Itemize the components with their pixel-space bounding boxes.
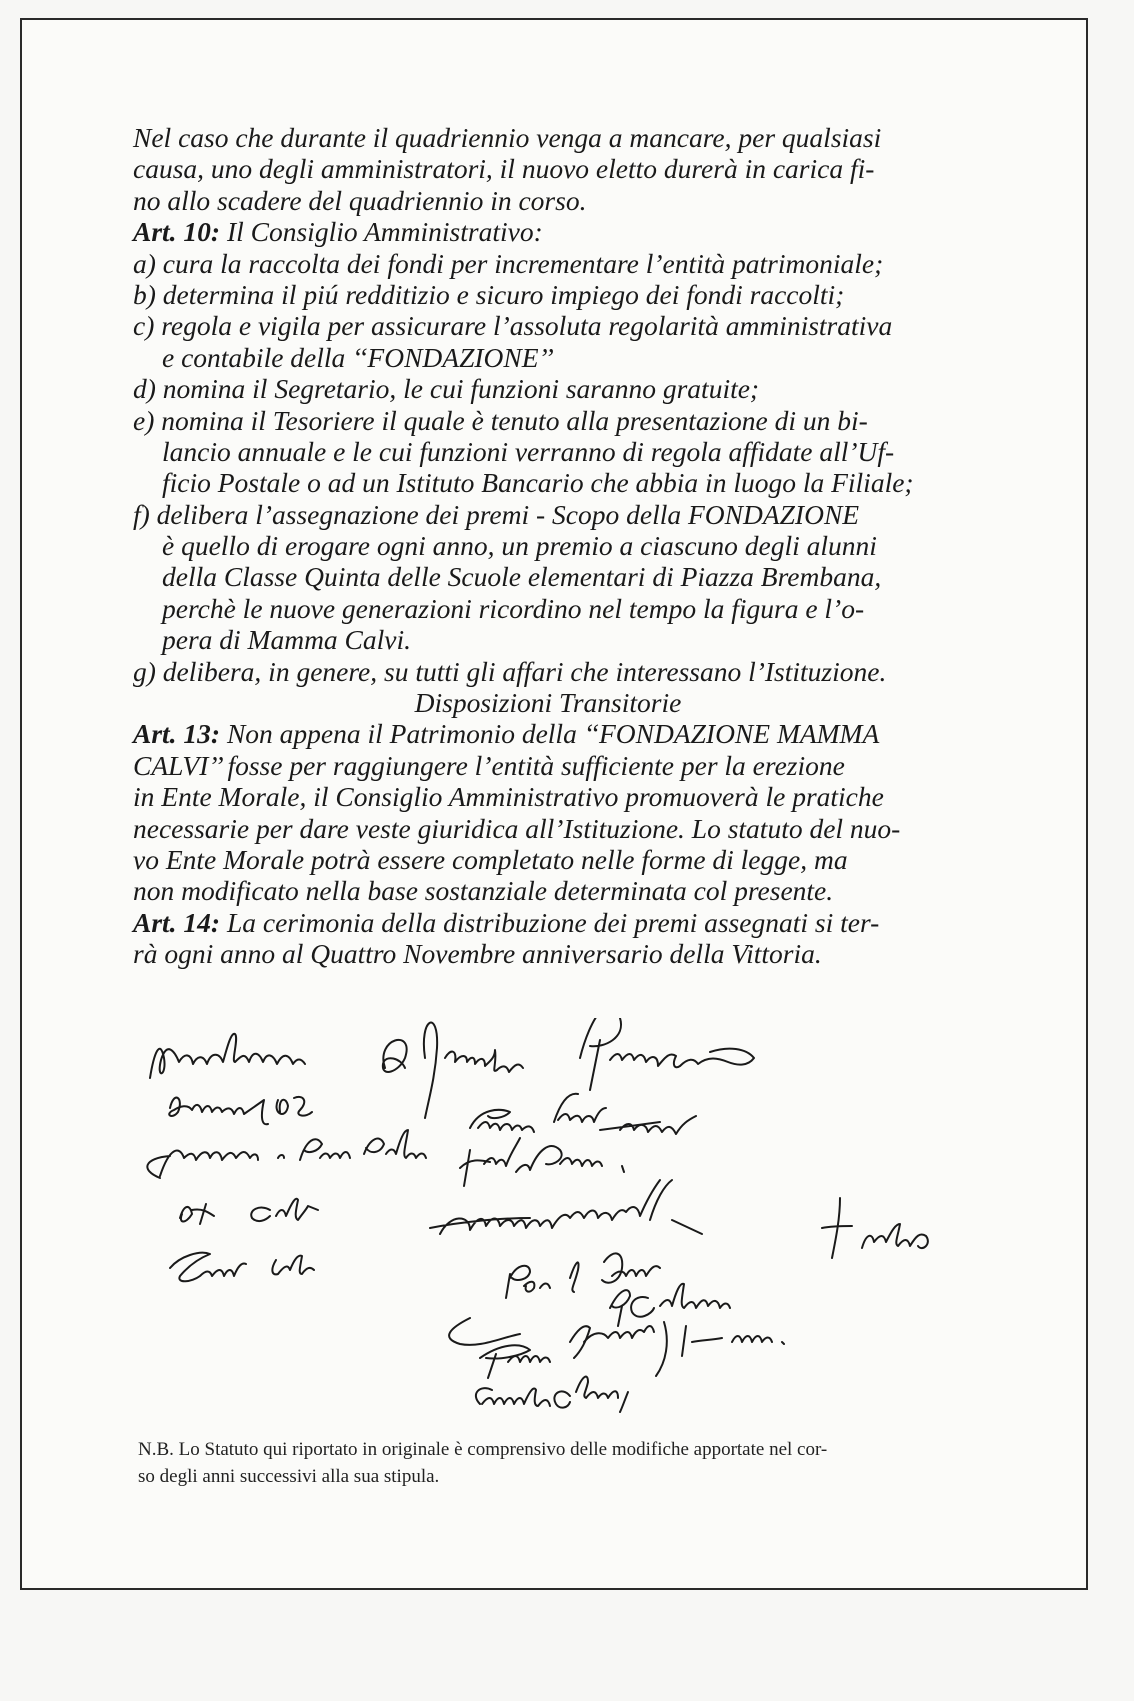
- statute-line: a) cura la raccolta dei fondi per incrementare l’entità patrimoniale;: [133, 247, 884, 279]
- statute-line: necessarie per dare veste giuridica all’Istituzione. Lo statuto del nuo-: [133, 812, 901, 844]
- handwritten-signatures: [140, 1018, 1020, 1438]
- statute-line: Non appena il Patrimonio della ‘‘FONDAZIONE MAMMA: [226, 718, 880, 750]
- statute-line: della Classe Quinta delle Scuole elementari di Piazza Brembana,: [162, 561, 882, 593]
- article-label: Art. 13:: [133, 718, 221, 750]
- signature-stroke-allegrini: [147, 1130, 426, 1178]
- nb-note-line: N.B. Lo Statuto qui riportato in originale è comprensivo delle modifiche apportate nel cor-: [138, 1439, 828, 1460]
- statute-line: Nel caso che durante il quadriennio venga a mancare, per qualsiasi: [133, 122, 882, 153]
- statute-line: no allo scadere del quadriennio in corso.: [133, 184, 587, 216]
- signature-stroke-mariano: [430, 1180, 702, 1234]
- signature-stroke-colombi: [610, 1284, 730, 1326]
- statute-line: f) delibera l’assegnazione dei premi - Scopo della FONDAZIONE: [133, 498, 860, 530]
- statute-line: causa, uno degli amministratori, il nuovo eletto durerà in carica fi-: [133, 153, 875, 185]
- signatures-block: [140, 1018, 1020, 1438]
- signature-stroke-primo: [480, 1322, 784, 1378]
- statute-line: perchè le nuove generazioni ricordino nel tempo la figura e l’o-: [162, 592, 865, 624]
- statute-line: è quello di erogare ogni anno, un premio a ciascuno degli alunni: [162, 530, 877, 562]
- nb-note-line: so degli anni successivi alla sua stipula.: [138, 1466, 440, 1487]
- statute-line: in Ente Morale, il Consiglio Amministrativo promuoverà le pratiche: [133, 781, 884, 813]
- signature-stroke-emilio: [460, 1138, 624, 1186]
- article-14-heading: [133, 907, 1003, 938]
- statute-line: g) delibera, in genere, su tutti gli affari che interessano l’Istituzione.: [133, 655, 887, 687]
- signature-stroke-arciprete: [506, 1253, 660, 1298]
- statute-line: e contabile della ‘‘FONDAZIONE’’: [162, 341, 554, 373]
- statute-line: e) nomina il Tesoriere il quale è tenuto alla presentazione di un bi-: [133, 404, 868, 436]
- signature-stroke-flourish: [449, 1318, 520, 1345]
- statute-line: ficio Postale o ad un Istituto Bancario che abbia in luogo la Filiale;: [162, 467, 914, 499]
- signature-stroke-amedeo: [476, 1377, 628, 1412]
- article-label: Art. 14:: [133, 906, 221, 938]
- signature-stroke-pegurri: [470, 1094, 696, 1134]
- statute-line: rà ogni anno al Quattro Novembre anniversario della Vittoria.: [133, 938, 822, 970]
- statute-line: pera di Mamma Calvi.: [162, 624, 412, 656]
- signature-stroke-carlo: [180, 1199, 318, 1224]
- signature-stroke-date: [169, 1097, 312, 1124]
- statute-line: b) determina il piú redditizio e sicuro impiego dei fondi raccolti;: [133, 278, 845, 310]
- statute-line: c) regola e vigila per assicurare l’assoluta regolarità amministrativa: [133, 310, 893, 342]
- signature-stroke-committee-1: [383, 1023, 523, 1118]
- signature-stroke-place: [150, 1034, 305, 1078]
- article-13-heading: [133, 718, 1003, 749]
- nb-note: [138, 1436, 1018, 1490]
- section-heading: Disposizioni Transitorie: [414, 687, 682, 719]
- signature-stroke-donati: [170, 1253, 314, 1282]
- article-label: Art. 10:: [133, 216, 221, 248]
- article-10-heading: [133, 216, 1003, 247]
- signature-stroke-sebastiano: [822, 1198, 928, 1258]
- statute-line: vo Ente Morale potrà essere completato nelle forme di legge, ma: [133, 843, 848, 875]
- signature-stroke-committee-2: [580, 1018, 754, 1090]
- statute-text: [133, 122, 1003, 970]
- statute-line: La cerimonia della distribuzione dei premi assegnati si ter-: [226, 906, 880, 938]
- statute-line: lancio annuale e le cui funzioni verranno di regola affidate all’Uf-: [162, 435, 895, 467]
- statute-line: d) nomina il Segretario, le cui funzioni saranno gratuite;: [133, 373, 760, 405]
- statute-line: Il Consiglio Amministrativo:: [226, 216, 543, 248]
- statute-line: non modificato nella base sostanziale determinata col presente.: [133, 875, 834, 907]
- statute-line: CALVI’’ fosse per raggiungere l’entità sufficiente per la erezione: [133, 749, 845, 781]
